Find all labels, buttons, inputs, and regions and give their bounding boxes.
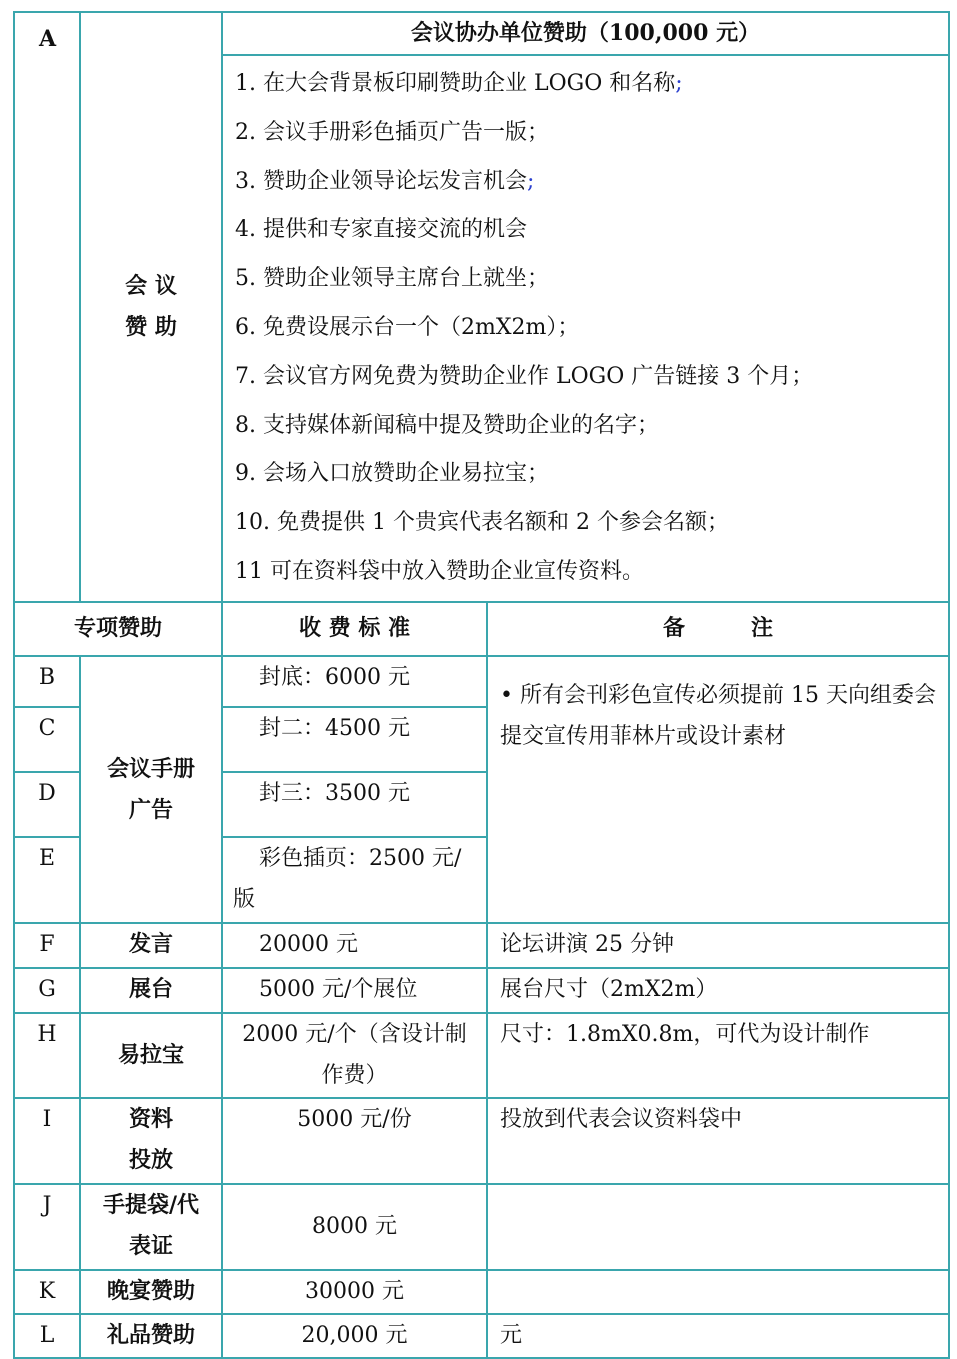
package-a-category <box>80 12 222 602</box>
list-item: 1. 在大会背景板印刷赞助企业 LOGO 和名称; <box>235 71 683 96</box>
list-item: 10. 免费提供 1 个贵宾代表名额和 2 个参会名额； <box>235 510 729 536</box>
row-fee <box>222 1013 487 1098</box>
list-item: 3. 赞助企业领导论坛发言机会; <box>235 168 535 194</box>
manual-category <box>80 656 222 923</box>
row-fee: 8000 元 <box>222 1184 487 1270</box>
row-fee-line2: 版 <box>233 886 256 912</box>
row-fee: 20000 元 <box>222 923 487 968</box>
row-fee: 封底：6000 元 <box>222 656 487 707</box>
row-note: 尺寸：1.8mX0.8m，可代为设计制作 <box>487 1013 949 1098</box>
manual-category-line2: 广告 <box>128 796 173 823</box>
table-row <box>14 1184 949 1270</box>
manual-note: • 所有会刊彩色宣传必须提前 15 天向组委会提交宣传用菲林片或设计素材 <box>487 656 949 923</box>
row-fee: 20,000 元 <box>222 1314 487 1358</box>
list-item: 6. 免费设展示台一个（2mX2m）； <box>235 314 580 340</box>
header-note: 备 注 <box>487 602 949 656</box>
row-name: 礼品赞助 <box>80 1314 222 1358</box>
row-name-line2: 投放 <box>128 1146 173 1173</box>
row-note: 元 <box>487 1314 949 1358</box>
row-name: 发言 <box>80 923 222 968</box>
list-item: 11 可在资料袋中放入赞助企业宣传资料。 <box>235 558 644 584</box>
sponsorship-table <box>13 11 950 1359</box>
row-fee: 30000 元 <box>222 1270 487 1314</box>
manual-category-line1: 会议手册 <box>106 755 195 782</box>
package-a-title: 会议协办单位赞助（100,000 元） <box>222 12 949 55</box>
row-code: G <box>14 968 80 1013</box>
row-fee: 封二：4500 元 <box>222 707 487 772</box>
row-fee: 5000 元/个展位 <box>222 968 487 1013</box>
package-a-title-row <box>14 12 949 55</box>
row-fee-line1: 彩色插页：2500 元/ <box>259 845 462 871</box>
package-a-category-line1: 会 议 <box>125 272 177 299</box>
row-name: 展台 <box>80 968 222 1013</box>
row-note: 论坛讲演 25 分钟 <box>487 923 949 968</box>
row-fee: 5000 元/份 <box>222 1098 487 1184</box>
list-item: 7. 会议官方网免费为赞助企业作 LOGO 广告链接 3 个月； <box>235 363 814 389</box>
row-name: 晚宴赞助 <box>80 1270 222 1314</box>
list-item: 9. 会场入口放赞助企业易拉宝； <box>235 461 549 487</box>
list-item: 8. 支持媒体新闻稿中提及赞助企业的名字； <box>235 412 659 438</box>
package-a-category-line2: 赞 助 <box>125 313 177 340</box>
table-row <box>14 1270 949 1314</box>
row-note <box>487 1184 949 1270</box>
header-fee: 收 费 标 准 <box>222 602 487 656</box>
row-note <box>487 1270 949 1314</box>
table-row <box>14 1314 949 1358</box>
row-name-line1: 资料 <box>128 1105 173 1132</box>
row-name-line2: 表证 <box>128 1232 173 1259</box>
row-note: 投放到代表会议资料袋中 <box>487 1098 949 1184</box>
row-code: L <box>14 1314 80 1358</box>
package-a-code: A <box>14 12 80 602</box>
row-code: D <box>14 772 80 837</box>
row-name <box>80 1184 222 1270</box>
row-note: 展台尺寸（2mX2m） <box>487 968 949 1013</box>
header-special: 专项赞助 <box>14 602 222 656</box>
package-a-item-list <box>223 56 948 601</box>
row-code: F <box>14 923 80 968</box>
row-code: E <box>14 837 80 923</box>
row-code: C <box>14 707 80 772</box>
list-item: 5. 赞助企业领导主席台上就坐； <box>235 266 549 292</box>
row-fee-line1: 2000 元/个（含设计制 <box>242 1021 467 1047</box>
table-row <box>14 656 949 707</box>
list-item: 4. 提供和专家直接交流的机会 <box>235 217 527 243</box>
row-code: J <box>14 1184 80 1270</box>
list-item: 2. 会议手册彩色插页广告一版； <box>235 119 549 145</box>
row-code: B <box>14 656 80 707</box>
row-fee <box>222 837 487 923</box>
table-row <box>14 1098 949 1184</box>
header-row <box>14 602 949 656</box>
row-code: H <box>14 1013 80 1098</box>
table-row <box>14 1013 949 1098</box>
table-row <box>14 923 949 968</box>
row-code: I <box>14 1098 80 1184</box>
row-name: 易拉宝 <box>80 1013 222 1098</box>
row-name-line1: 手提袋/代 <box>102 1191 200 1218</box>
row-name <box>80 1098 222 1184</box>
row-fee: 封三：3500 元 <box>222 772 487 837</box>
package-a-items <box>222 55 949 602</box>
table-row <box>14 968 949 1013</box>
row-code: K <box>14 1270 80 1314</box>
row-fee-line2: 作费） <box>321 1062 388 1088</box>
